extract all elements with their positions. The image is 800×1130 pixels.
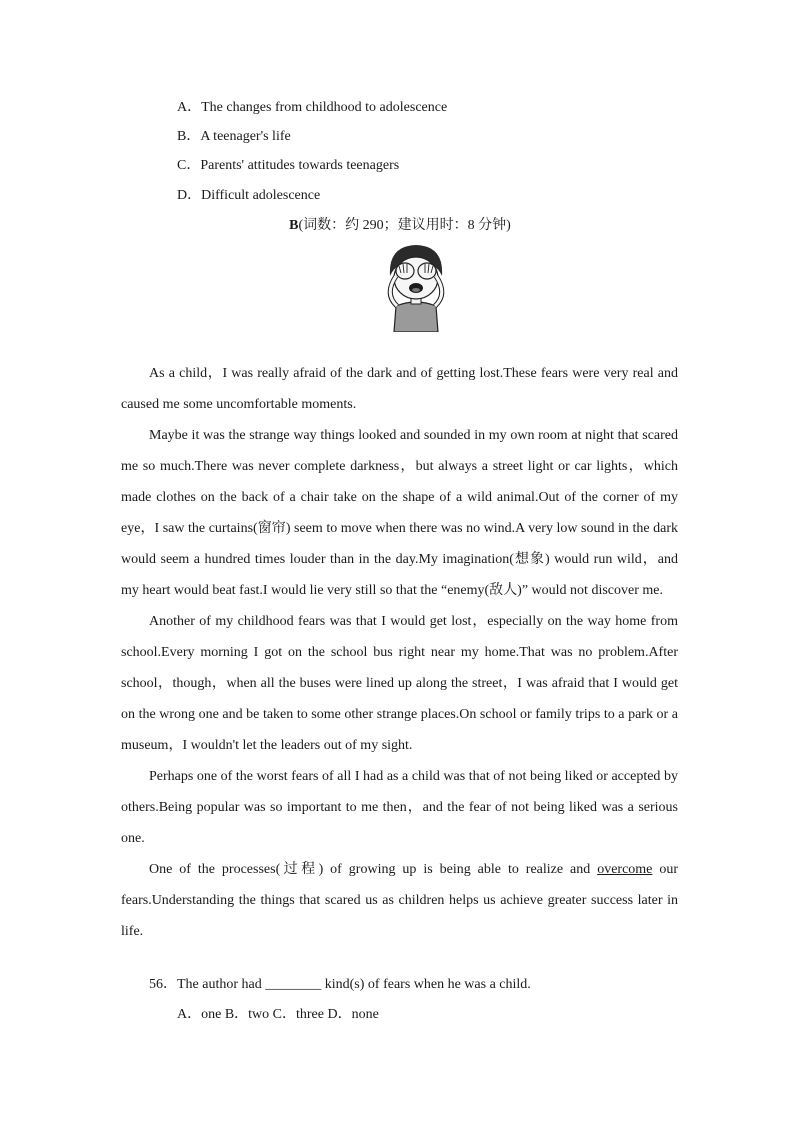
underlined-word: overcome	[597, 862, 653, 877]
paragraph-2: Maybe it was the strange way things looked and sounded in my own room at night that scared me so much.There was never complete darkness，but always a street light or car lights，which made clothes on the back of a chair take on the shape of a wild animal.Out of the corner of my eye，I saw the curtains(窗帘) seem to move when there was no wind.A very low sound in the dark would seem a hundred times louder than in the day.My imagination(想象) would run wild，and my heart would beat fast.I would lie very still so that the “enemy(敌人)” would not discover me.	[121, 428, 678, 598]
paragraph-5-text-after: our fears.Understanding the things that scared us as children helps us achieve greater success later in life.	[121, 862, 678, 939]
frightened-child-illustration	[376, 240, 456, 332]
reading-passage	[121, 358, 678, 947]
paragraph-5-text-before: One of the processes(过程) of growing up is being able to realize and	[149, 862, 598, 877]
option-c: C．Parents' attitudes towards teenagers	[177, 158, 400, 173]
option-d: D．Difficult adolescence	[177, 188, 321, 203]
paragraph-4: Perhaps one of the worst fears of all I had as a child was that of not being liked or accepted by others.Being popular was so important to me then，and the fear of not being liked was a serious one.	[121, 769, 678, 846]
option-b: B．A teenager's life	[177, 129, 291, 144]
paragraph-1: As a child，I was really afraid of the dark and of getting lost.These fears were very real and caused me some uncomfortable moments.	[121, 366, 678, 412]
section-heading	[0, 217, 800, 235]
question-56-options: A．one B．two C．three D．none	[177, 1007, 379, 1022]
option-a: A．The changes from childhood to adolescence	[177, 100, 448, 115]
paragraph-3: Another of my childhood fears was that I would get lost，especially on the way home from school.Every morning I got on the school bus right near my home.That was no problem.After school，though，when all the buses were lined up along the street，I was afraid that I would get on the wrong one and be taken to some other strange places.On school or family trips to a park or a museum，I wouldn't let the leaders out of my sight.	[121, 614, 678, 753]
section-letter: B	[289, 218, 299, 233]
paragraph-5	[121, 854, 678, 947]
question-56-stem: 56．The author had ________ kind(s) of fears when he was a child.	[149, 977, 531, 992]
section-info: (词数：约 290；建议用时：8 分钟)	[298, 218, 511, 233]
